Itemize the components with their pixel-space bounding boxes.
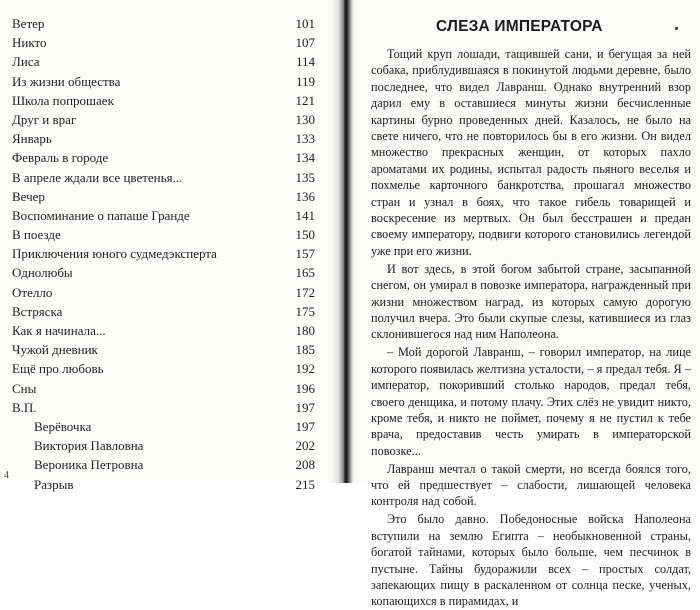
toc-subentry bbox=[12, 475, 315, 494]
toc-entry-title: В.П. bbox=[12, 399, 37, 415]
story-paragraph: Это было давно. Победоносные войска Наполеона вступили на землю Египта – необыкновенной страны, богатой тайнами, которых было больше, чем песчинок в пустыне. Тайны будоражили всех – простых солдат, запекающих пищу в раскаленном от солнца песке, ученых, копающихся в пирамидах, и bbox=[371, 512, 691, 609]
toc-entry bbox=[12, 91, 315, 110]
toc-subentry bbox=[12, 455, 315, 474]
toc-entry-title: Школа попрошаек bbox=[12, 92, 114, 108]
toc-entry-title: Воспоминание о папаше Гранде bbox=[12, 207, 190, 223]
toc-entry bbox=[12, 321, 315, 340]
toc-entry-title: Февраль в городе bbox=[12, 150, 109, 166]
story-text bbox=[371, 46, 691, 610]
toc-entry bbox=[12, 244, 315, 263]
toc-entry-title: Из жизни общества bbox=[12, 73, 121, 89]
toc-page bbox=[0, 0, 340, 492]
toc-entry-title: Сны bbox=[12, 380, 37, 396]
toc-entry-page: 136 bbox=[295, 188, 315, 204]
toc-entry-page: 197 bbox=[295, 418, 315, 434]
toc-subentry bbox=[12, 436, 315, 455]
toc-entry-page: 135 bbox=[295, 169, 315, 185]
toc-entry bbox=[12, 52, 315, 71]
toc-entry-page: 208 bbox=[295, 457, 315, 473]
toc-entry-title: Встряска bbox=[12, 303, 63, 319]
toc-entry-page: 192 bbox=[295, 361, 315, 377]
toc-entry-page: 101 bbox=[295, 16, 315, 31]
toc-entry-page: 141 bbox=[295, 207, 315, 223]
toc-entry-title: В апреле ждали все цветенья... bbox=[12, 169, 183, 185]
toc-entry-title: Отелло bbox=[12, 284, 53, 300]
page-corner-mark: 4 bbox=[4, 470, 9, 481]
toc-entry bbox=[12, 110, 315, 129]
toc-entry-page: 175 bbox=[295, 303, 315, 319]
toc-entry-page: 197 bbox=[295, 399, 315, 415]
toc-entry-title: Ветер bbox=[12, 16, 45, 31]
toc-entry-page: 196 bbox=[295, 380, 315, 396]
toc-entry-page: 215 bbox=[295, 476, 315, 492]
toc-entry-title: Верёвочка bbox=[34, 418, 92, 434]
toc-entry-page: 185 bbox=[295, 342, 315, 358]
toc-entry-page: 180 bbox=[295, 323, 315, 338]
toc-entry bbox=[12, 379, 315, 398]
toc-entry-page: 150 bbox=[295, 227, 315, 243]
toc-entry bbox=[12, 72, 315, 91]
toc-entry-page: 119 bbox=[295, 73, 315, 89]
story-paragraph: – Мой дорогой Лавранш, – говорил император, на лице которого появилась желтизна усталости, – я предал тебя. Я – император, покоривший столько народов, предал тебя, своего денщика, и потому плачу. Этих слёз не увидит никто, кроме тебя, и никто не поймет, почему я не пустил к тебе врача, предоставив честь умирать в императорской повозке... bbox=[371, 345, 691, 458]
toc-entry-title: Однолюбы bbox=[12, 265, 73, 281]
toc-entry-title: Как я начинала... bbox=[12, 323, 106, 338]
toc-entry-title: В поезде bbox=[12, 227, 61, 243]
toc-entry-page: 114 bbox=[295, 54, 315, 70]
toc-entry bbox=[12, 148, 315, 167]
toc-entry-page: 134 bbox=[295, 150, 315, 166]
story-page bbox=[354, 0, 700, 609]
toc-entry-title: Январь bbox=[12, 131, 52, 147]
toc-entry-page: 107 bbox=[295, 35, 315, 51]
toc-entry bbox=[12, 359, 315, 378]
toc-entry-page: 172 bbox=[295, 284, 315, 300]
toc-entry bbox=[12, 129, 315, 148]
toc-entry-title: Вечер bbox=[12, 188, 45, 204]
toc-entry bbox=[12, 398, 315, 417]
table-of-contents bbox=[12, 14, 315, 494]
story-title: СЛЕЗА ИМПЕРАТОРА bbox=[436, 18, 603, 35]
toc-entry-title: Никто bbox=[12, 35, 47, 51]
toc-entry-title: Ещё про любовь bbox=[12, 361, 104, 377]
story-paragraph: Тощий круп лошади, тащившей сани, и бегущая за ней собака, приблудившаяся в покинутой людьми деревне, было последнее, что видел Лавранш. Однако внутренний взор дарил ему в оставшиеся минуты жизни бесчисленные картины бурно проведенных дней. Казалось, не было на свете ничего, что не повторилось бы в его жизни. Он видел множество прекрасных женщин, от которых пахло ароматами их родины, испытал радость пьяного веселья и похмелье карточного банкротства, прошагал множество стран и узнал в боях, что такое гибель товарищей и воскресение из мертвых. Он был бесстрашен и предан своему императору, подвиги которого становились легендой уже при его жизни. bbox=[371, 47, 691, 258]
story-paragraph: И вот здесь, в этой богом забытой стране, засыпанной снегом, он умирал в повозке императора, награжденный при жизни множеством наград, из которых самую дорогую получил вчера. Это были скупые слезы, катившиеся из глаз склонившегося над ним Наполеона. bbox=[371, 261, 691, 342]
toc-entry bbox=[12, 283, 315, 302]
toc-entry bbox=[12, 33, 315, 52]
story-paragraph: Лавранш мечтал о такой смерти, но всегда боялся того, что ей предшествует – слабости, лишающей человека контроля над собой. bbox=[371, 461, 691, 509]
toc-entry-page: 133 bbox=[295, 131, 315, 147]
toc-entry-title: Приключения юного судмедэксперта bbox=[12, 246, 217, 262]
toc-entry-title: Друг и враг bbox=[12, 111, 77, 127]
toc-entry bbox=[12, 168, 315, 187]
toc-entry-page: 165 bbox=[295, 265, 315, 281]
toc-entry bbox=[12, 263, 315, 282]
toc-entry bbox=[12, 225, 315, 244]
toc-subentry bbox=[12, 417, 315, 436]
toc-entry bbox=[12, 187, 315, 206]
toc-entry bbox=[12, 14, 315, 33]
toc-entry-title: Чужой дневник bbox=[12, 342, 98, 358]
page-mark-dot bbox=[675, 27, 678, 30]
toc-entry bbox=[12, 206, 315, 225]
toc-entry-page: 157 bbox=[295, 246, 315, 262]
toc-entry-title: Разрыв bbox=[34, 476, 74, 492]
book-spine-gutter bbox=[330, 0, 354, 483]
toc-entry bbox=[12, 302, 315, 321]
toc-entry-title: Виктория Павловна bbox=[34, 438, 144, 454]
toc-entry-page: 202 bbox=[295, 438, 315, 454]
toc-entry-title: Вероника Петровна bbox=[34, 457, 144, 473]
toc-entry-page: 130 bbox=[295, 111, 315, 127]
toc-entry bbox=[12, 340, 315, 359]
toc-entry-title: Лиса bbox=[12, 54, 40, 70]
toc-entry-page: 121 bbox=[295, 92, 315, 108]
